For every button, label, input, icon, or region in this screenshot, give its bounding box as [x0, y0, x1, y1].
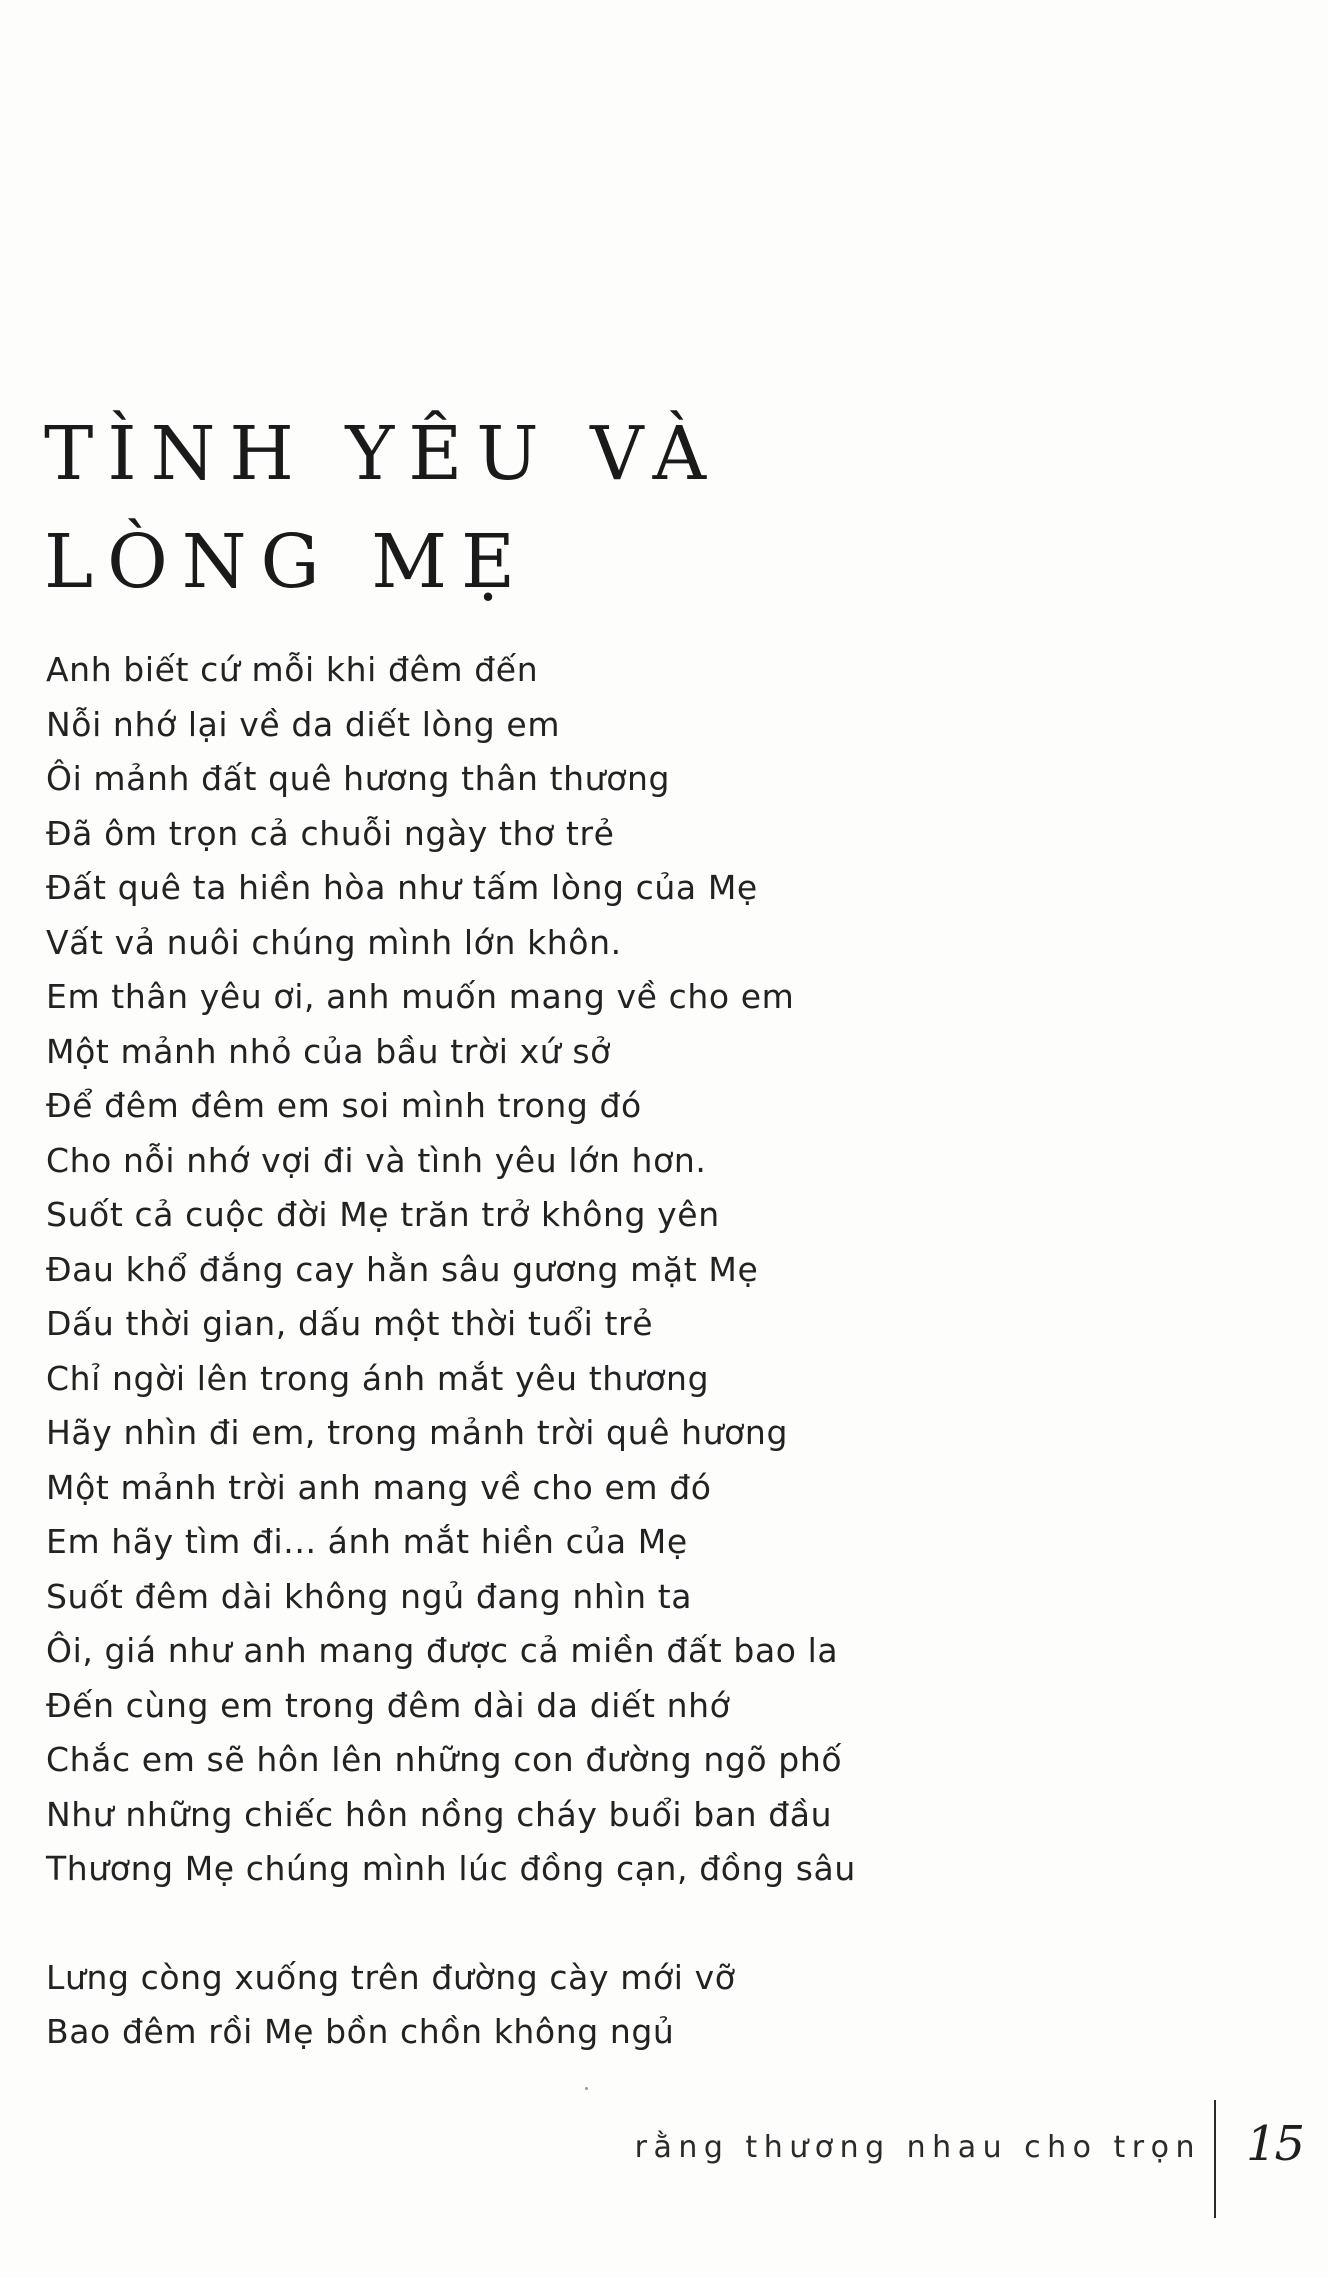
poem-line: Anh biết cứ mỗi khi đêm đến: [46, 650, 539, 689]
poem-body: [46, 643, 856, 2060]
poem-line: Nỗi nhớ lại về da diết lòng em: [46, 704, 561, 744]
poem-line: Bao đêm rồi Mẹ bồn chồn không ngủ: [46, 2012, 675, 2051]
poem-line: Vất vả nuôi chúng mình lớn khôn.: [46, 922, 622, 962]
poem-line: Một mảnh nhỏ của bầu trời xứ sở: [46, 1031, 611, 1071]
poem-line: Để đêm đêm em soi mình trong đó: [46, 1086, 642, 1125]
stanza-1: [46, 643, 856, 1897]
poem-line: Hãy nhìn đi em, trong mảnh trời quê hương: [46, 1413, 788, 1452]
poem-line: Lưng còng xuống trên đường cày mới vỡ: [46, 1957, 736, 1997]
page-number: 15: [1246, 2116, 1304, 2172]
poem-line: Như những chiếc hôn nồng cháy buổi ban đầu: [46, 1794, 833, 1834]
stanza-break: [46, 1897, 856, 1951]
poem-line: Chắc em sẽ hôn lên những con đường ngõ phố: [46, 1740, 843, 1779]
title-line-2: LÒNG MẸ: [44, 519, 529, 605]
poem-line: Chỉ ngời lên trong ánh mắt yêu thương: [46, 1358, 710, 1398]
poem-line: Một mảnh trời anh mang về cho em đó: [46, 1467, 712, 1507]
poem-line: Đất quê ta hiền hòa như tấm lòng của Mẹ: [46, 868, 758, 907]
poem-line: Cho nỗi nhớ vợi đi và tình yêu lớn hơn.: [46, 1140, 707, 1180]
page-footer: [0, 2090, 1328, 2230]
poem-line: Suốt đêm dài không ngủ đang nhìn ta: [46, 1576, 693, 1616]
poem-line: Suốt cả cuộc đời Mẹ trăn trở không yên: [46, 1195, 720, 1234]
poem-line: Đến cùng em trong đêm dài da diết nhớ: [46, 1685, 731, 1725]
poem-line: Đã ôm trọn cả chuỗi ngày thơ trẻ: [46, 813, 615, 853]
running-title: rằng thương nhau cho trọn: [634, 2130, 1201, 2165]
poem-line: Ôi, giá như anh mang được cả miền đất bao la: [46, 1631, 839, 1670]
footer-divider: [1214, 2100, 1216, 2218]
poem-line: Ôi mảnh đất quê hương thân thương: [46, 759, 671, 798]
poem-line: Dấu thời gian, dấu một thời tuổi trẻ: [46, 1304, 654, 1343]
poem-line: Em hãy tìm đi... ánh mắt hiền của Mẹ: [46, 1522, 688, 1561]
poem-title: [44, 400, 720, 616]
poem-line: Em thân yêu ơi, anh muốn mang về cho em: [46, 977, 795, 1016]
poem-line: Thương Mẹ chúng mình lúc đồng cạn, đồng sâu: [46, 1849, 856, 1888]
poem-line: Đau khổ đắng cay hằn sâu gương mặt Mẹ: [46, 1249, 759, 1289]
stanza-2: [46, 1951, 856, 2060]
title-line-1: TÌNH YÊU VÀ: [44, 411, 721, 497]
